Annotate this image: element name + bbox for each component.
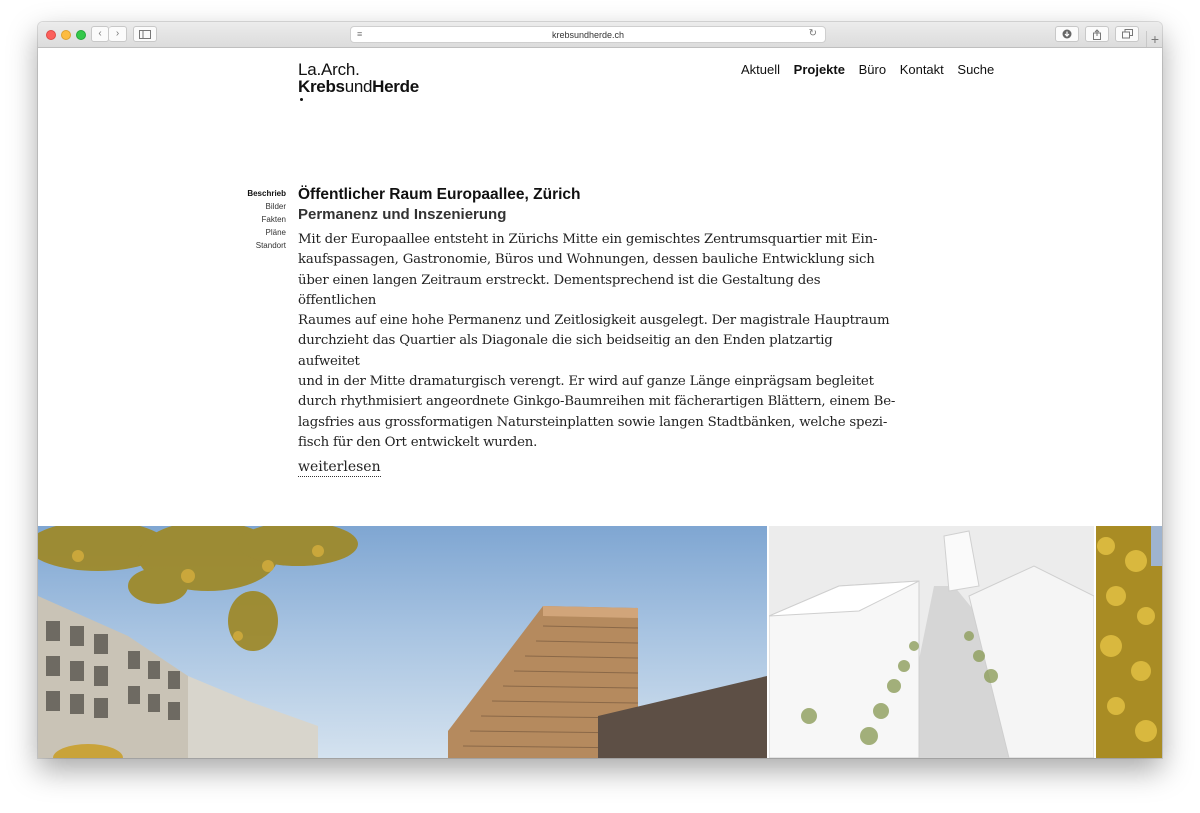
body-line: durchzieht das Quartier als Diagonale die sich beidseitig an den Enden platzartig aufweitet [298, 333, 833, 369]
body-line: über einen langen Zeitraum erstreckt. Dementsprechend ist die Gestaltung des öffentlichen [298, 272, 821, 308]
sidebar-icon [139, 30, 151, 39]
logo-dot [300, 98, 303, 101]
nav-suche[interactable]: Suche [957, 62, 995, 77]
plus-icon: + [1150, 31, 1160, 47]
subnav-fakten[interactable]: Fakten [261, 215, 286, 224]
project-image-model[interactable] [769, 526, 1094, 758]
project-body [298, 230, 898, 453]
project-image-ginkgo[interactable] [1096, 526, 1162, 758]
logo-line-1: La.Arch. [298, 60, 360, 79]
body-line: Mit der Europaallee entsteht in Zürichs Mitte ein gemischtes Zentrumsquartier mit Ein- [298, 232, 878, 247]
zoom-window-button[interactable] [76, 30, 86, 40]
tabs-icon [1122, 29, 1133, 39]
nav-kontakt[interactable]: Kontakt [899, 62, 944, 77]
project-subtitle: Permanenz und Inszenierung [298, 206, 507, 223]
nav-projekte[interactable]: Projekte [793, 62, 845, 77]
logo-krebs: Krebs [298, 77, 345, 96]
subnav-standort[interactable]: Standort [255, 241, 286, 250]
sidebar-toggle-button[interactable] [133, 26, 157, 42]
reload-icon[interactable]: ↻ [808, 28, 817, 39]
address-bar[interactable] [350, 26, 826, 43]
site-logo[interactable] [298, 61, 419, 101]
forward-button[interactable] [109, 26, 127, 42]
body-line: und in der Mitte dramaturgisch verengt. Er wird auf ganze Länge einprägsam begleitet [298, 374, 874, 390]
downloads-button[interactable] [1055, 26, 1079, 42]
download-icon [1062, 29, 1072, 39]
minimize-window-button[interactable] [61, 30, 71, 40]
body-line: fisch für den Ort entwickelt wurden. [298, 434, 538, 450]
logo-herde: Herde [372, 77, 419, 96]
project-image-rendering[interactable] [38, 526, 767, 758]
read-more-link[interactable]: weiterlesen [298, 459, 381, 476]
new-tab-button[interactable] [1146, 31, 1162, 47]
body-line: durch rhythmisiert angeordnete Ginkgo-Baumreihen mit fächerartigen Blättern, einem Be- [298, 394, 896, 410]
project-title: Öffentlicher Raum Europaallee, Zürich [298, 186, 581, 203]
subnav-beschrieb[interactable]: Beschrieb [247, 189, 286, 198]
subnav-bilder[interactable]: Bilder [265, 202, 286, 211]
share-icon [1092, 29, 1102, 40]
browser-window [38, 22, 1162, 758]
close-window-button[interactable] [46, 30, 56, 40]
url-text[interactable]: krebsundherde.ch [551, 30, 625, 40]
project-description [298, 186, 898, 477]
main-nav [741, 62, 1004, 77]
body-line: kaufspassagen, Gastronomie, Büros und Wohnungen, dessen bauliche Entwicklung sich [298, 252, 875, 268]
logo-line-2 [298, 78, 419, 96]
back-button[interactable] [91, 26, 109, 42]
logo-und: und [344, 77, 373, 96]
body-line: lagsfries aus grossformatigen Natursteinplatten sowie langen Stadtbänken, welche spezi- [298, 414, 888, 430]
chevron-left-icon: ‹ [98, 28, 102, 39]
chevron-right-icon: › [115, 28, 120, 39]
show-tabs-button[interactable] [1115, 26, 1139, 42]
ginkgo-illustration [1096, 526, 1162, 758]
rendering-illustration [38, 526, 767, 758]
subnav-plaene[interactable]: Pläne [265, 228, 286, 237]
web-page [38, 48, 1162, 758]
model-illustration [769, 526, 1094, 758]
nav-aktuell[interactable]: Aktuell [741, 62, 781, 77]
browser-toolbar [38, 22, 1162, 48]
body-line: Raumes auf eine hohe Permanenz und Zeitlosigkeit ausgelegt. Der magistrale Hauptraum [298, 313, 890, 329]
nav-buero[interactable]: Büro [858, 62, 887, 77]
share-button[interactable] [1085, 26, 1109, 42]
reader-icon[interactable]: ≡ [357, 29, 363, 39]
project-subnav [247, 187, 286, 252]
